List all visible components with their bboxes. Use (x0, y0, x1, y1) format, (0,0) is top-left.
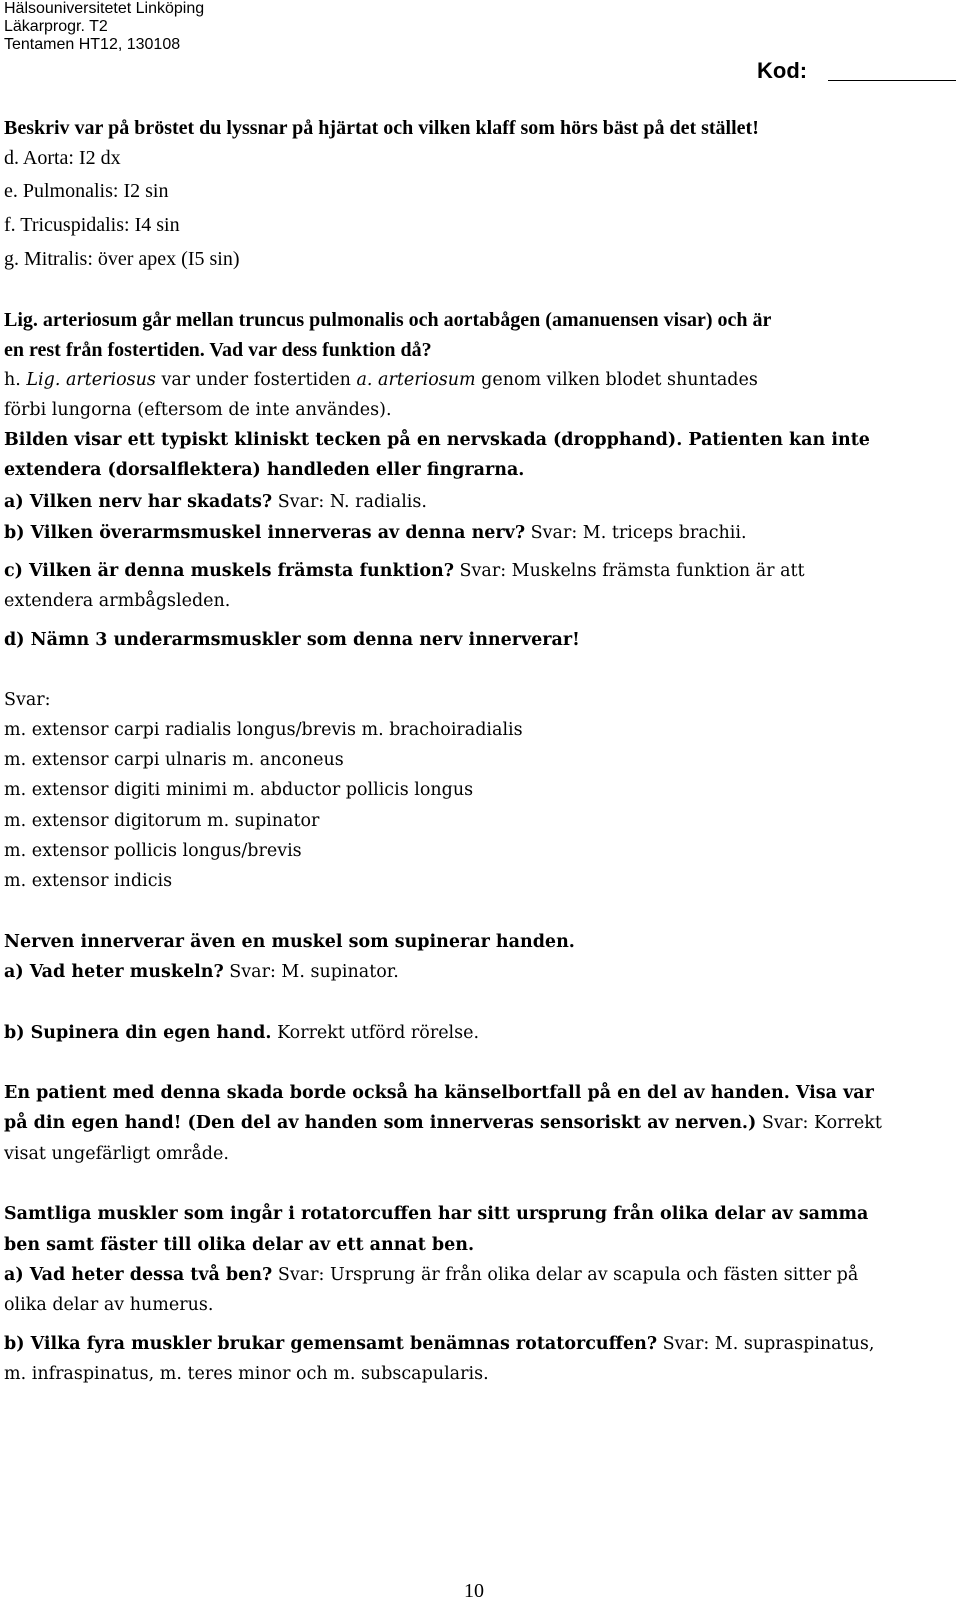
program-line: Läkarprogr. T2 (4, 18, 108, 35)
heart-question: Beskriv var på bröstet du lyssnar på hjärtat och vilken klaff som hörs bäst på det stället! (4, 117, 759, 139)
radialis-qa-a (4, 488, 427, 516)
rotator-answer-a-line-2: olika delar av humerus. (4, 1295, 214, 1315)
radialis-question-a: a) Vilken nerv har skadats? (4, 492, 273, 512)
heart-item-aorta: d. Aorta: I2 dx (4, 147, 121, 169)
supinator-qa-b (4, 1019, 479, 1047)
rotator-intro-line-2: ben samt fäster till olika delar av ett annat ben. (4, 1235, 475, 1255)
rotator-qa-b (4, 1330, 874, 1358)
rotator-question-a: a) Vad heter dessa två ben? (4, 1265, 273, 1285)
rotator-answer-b-line-2: m. infraspinatus, m. teres minor och m. subscapularis. (4, 1364, 489, 1384)
institution-line: Hälsouniversitetet Linköping (4, 0, 205, 17)
kod-label: Kod: (757, 58, 808, 83)
rotator-intro-line-1: Samtliga muskler som ingår i rotatorcuffen har sitt ursprung från olika delar av samma (4, 1204, 869, 1224)
radialis-answer-b: Svar: M. triceps brachii. (525, 523, 747, 543)
lig-answer-prefix: h. (4, 370, 27, 390)
radialis-question-c: c) Vilken är denna muskels främsta funktion? (4, 561, 454, 581)
heart-item-mitralis: g. Mitralis: över apex (I5 sin) (4, 248, 240, 270)
radialis-qa-c (4, 557, 805, 585)
radialis-answer-c: Svar: Muskelns främsta funktion är att (453, 561, 805, 581)
supinator-question-a: a) Vad heter muskeln? (4, 962, 224, 982)
lig-answer-mid: var under fostertiden (155, 370, 357, 390)
sensory-question-line-2: på din egen hand! (Den del av handen som innerveras sensoriskt av nerven.) (4, 1113, 757, 1133)
page-number: 10 (464, 1580, 484, 1602)
kod-field-line (828, 80, 956, 81)
muscle-list-item: m. extensor carpi ulnaris m. anconeus (4, 750, 344, 770)
radialis-question-b: b) Vilken överarmsmuskel innerveras av denna nerv? (4, 523, 526, 543)
radialis-intro-line-1: Bilden visar ett typiskt kliniskt tecken på en nervskada (dropphand). Patienten kan inte (4, 430, 870, 450)
lig-question-line-2: en rest från fostertiden. Vad var dess funktion då? (4, 339, 432, 361)
rotator-answer-a: Svar: Ursprung är från olika delar av scapula och fästen sitter på (272, 1265, 859, 1285)
svar-label: Svar: (4, 690, 51, 710)
rotator-question-b: b) Vilka fyra muskler brukar gemensamt benämnas rotatorcuffen? (4, 1334, 658, 1354)
lig-answer-term-2: a. arteriosum (356, 370, 476, 390)
muscle-list-item: m. extensor pollicis longus/brevis (4, 841, 302, 861)
rotator-qa-a (4, 1261, 858, 1289)
lig-question-line-1: Lig. arteriosum går mellan truncus pulmonalis och aortabågen (amanuensen visar) och är (4, 309, 772, 331)
muscle-list-item: m. extensor indicis (4, 871, 173, 891)
radialis-answer-a: Svar: N. radialis. (272, 492, 427, 512)
sensory-question-line-1: En patient med denna skada borde också ha känselbortfall på en del av handen. Visa var (4, 1083, 874, 1103)
muscle-list-item: m. extensor carpi radialis longus/brevis m. brachoiradialis (4, 720, 523, 740)
sensory-answer-line-2: visat ungefärligt område. (4, 1144, 229, 1164)
supinator-question-b: b) Supinera din egen hand. (4, 1023, 272, 1043)
exam-line: Tentamen HT12, 130108 (4, 36, 181, 53)
radialis-question-d: d) Nämn 3 underarmsmuskler som denna nerv innerverar! (4, 630, 580, 650)
rotator-answer-b: Svar: M. supraspinatus, (657, 1334, 875, 1354)
supinator-qa-a (4, 958, 399, 986)
supinator-intro: Nerven innerverar även en muskel som supinerar handen. (4, 932, 575, 952)
sensory-qa-line-2 (4, 1109, 882, 1137)
radialis-answer-c-line-2: extendera armbågsleden. (4, 591, 231, 611)
lig-answer-line-1 (4, 366, 758, 394)
supinator-answer-b: Korrekt utförd rörelse. (271, 1023, 480, 1043)
muscle-list-item: m. extensor digitorum m. supinator (4, 811, 320, 831)
lig-answer-term-1: Lig. arteriosus (26, 370, 156, 390)
supinator-answer-a: Svar: M. supinator. (223, 962, 399, 982)
lig-answer-line-2: förbi lungorna (eftersom de inte användes). (4, 400, 392, 420)
muscle-list-item: m. extensor digiti minimi m. abductor pollicis longus (4, 780, 474, 800)
heart-item-tricuspidalis: f. Tricuspidalis: I4 sin (4, 214, 180, 236)
radialis-qa-b (4, 519, 747, 547)
sensory-answer-line-1: Svar: Korrekt (756, 1113, 882, 1133)
radialis-intro-line-2: extendera (dorsalflektera) handleden eller fingrarna. (4, 460, 525, 480)
lig-answer-post: genom vilken blodet shuntades (475, 370, 758, 390)
heart-item-pulmonalis: e. Pulmonalis: I2 sin (4, 180, 169, 202)
